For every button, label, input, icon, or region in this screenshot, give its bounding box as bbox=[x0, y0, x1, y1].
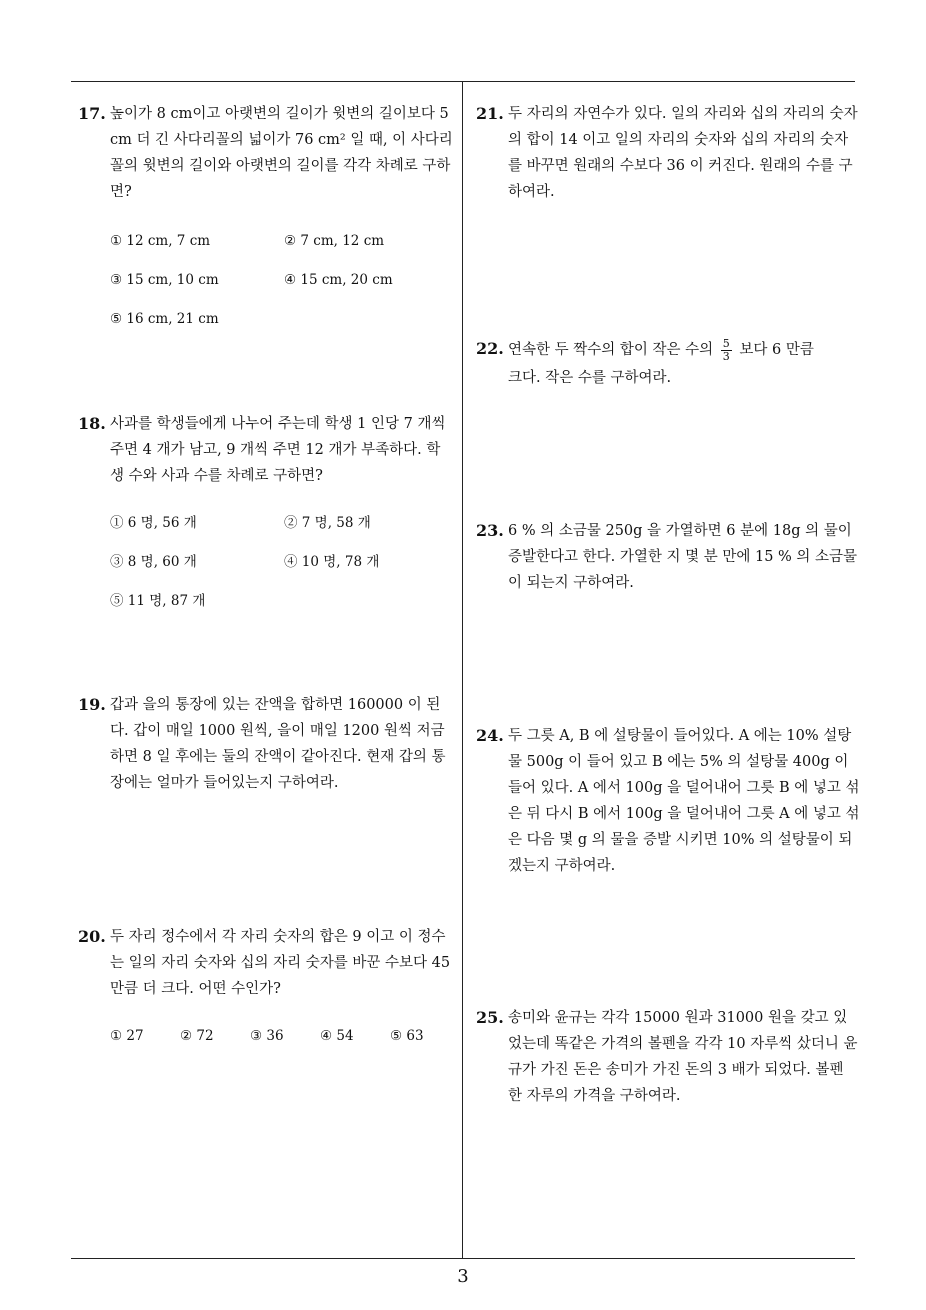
question-number: 21. bbox=[476, 104, 504, 123]
question-number: 20. bbox=[78, 927, 106, 946]
question-text: 송미와 윤규는 각각 15000 원과 31000 원을 갖고 있었는데 똑같은 가격의 볼펜을 각각 10 자루씩 샀더니 윤규가 가진 돈은 송미가 가진 돈의 3 배가 되었다. 볼펜 한 자루의 가격을 구하여라. bbox=[508, 1010, 858, 1104]
question-text: 6 % 의 소금물 250g 을 가열하면 6 분에 18g 의 물이 증발한다고 한다. 가열한 지 몇 분 만에 15 % 의 소금물이 되는지 구하여라. bbox=[508, 523, 858, 591]
question-number: 22. bbox=[476, 339, 504, 358]
question-number: 25. bbox=[476, 1008, 504, 1027]
option-1[interactable]: ① 12 cm, 7 cm bbox=[110, 233, 211, 249]
option-4[interactable]: ④ 10 명, 78 개 bbox=[284, 554, 380, 570]
option-2[interactable]: ② 7 cm, 12 cm bbox=[284, 233, 385, 249]
option-5[interactable]: ⑤ 16 cm, 21 cm bbox=[110, 311, 219, 327]
top-rule bbox=[71, 81, 855, 82]
question-text: 두 자리의 자연수가 있다. 일의 자리와 십의 자리의 숫자의 합이 14 이고 일의 자리의 숫자와 십의 자리의 숫자를 바꾸면 원래의 수보다 36 이 커진다. 원래의 수를 구하여라. bbox=[508, 106, 858, 200]
fraction bbox=[721, 338, 732, 363]
option-1[interactable]: ① 6 명, 56 개 bbox=[110, 515, 197, 531]
option-3[interactable]: ③ 8 명, 60 개 bbox=[110, 554, 197, 570]
bottom-rule bbox=[71, 1258, 855, 1259]
question-number: 24. bbox=[476, 726, 504, 745]
question-number: 19. bbox=[78, 695, 106, 714]
fraction-denominator: 3 bbox=[722, 349, 730, 363]
question-text: 높이가 8 cm이고 아랫변의 길이가 윗변의 길이보다 5 cm 더 긴 사다리꼴의 넓이가 76 cm² 일 때, 이 사다리꼴의 윗변의 길이와 아랫변의 길이를 각각 차례로 구하면? bbox=[110, 106, 453, 200]
option-5[interactable]: ⑤ 11 명, 87 개 bbox=[110, 593, 206, 609]
option-1[interactable]: ① 27 bbox=[110, 1028, 144, 1044]
question-text: 두 자리 정수에서 각 자리 숫자의 합은 9 이고 이 정수는 일의 자리 숫자와 십의 자리 숫자를 바꾼 수보다 45 만큼 더 크다. 어떤 수인가? bbox=[110, 929, 451, 997]
question-23 bbox=[476, 518, 861, 596]
question-number: 23. bbox=[476, 521, 504, 540]
question-text: 연속한 두 짝수의 합이 작은 수의 bbox=[508, 342, 714, 358]
question-text: 보다 6 만큼 bbox=[739, 342, 814, 358]
question-text-line2: 크다. 작은 수를 구하여라. bbox=[508, 370, 672, 386]
option-2[interactable]: ② 7 명, 58 개 bbox=[284, 515, 371, 531]
question-number: 18. bbox=[78, 414, 106, 433]
question-text: 갑과 을의 통장에 있는 잔액을 합하면 160000 이 된다. 갑이 매일 1000 원씩, 을이 매일 1200 원씩 저금하면 8 일 후에는 둘의 잔액이 같아진다. 현재 갑의 통장에는 얼마가 들어있는지 구하여라. bbox=[110, 697, 446, 791]
option-5[interactable]: ⑤ 63 bbox=[390, 1028, 424, 1044]
question-17 bbox=[78, 101, 453, 205]
question-20 bbox=[78, 924, 453, 1002]
page-number: 3 bbox=[457, 1266, 469, 1287]
option-2[interactable]: ② 72 bbox=[180, 1028, 214, 1044]
fraction-numerator: 5 bbox=[722, 336, 730, 350]
question-19 bbox=[78, 692, 453, 796]
option-3[interactable]: ③ 36 bbox=[250, 1028, 284, 1044]
question-21 bbox=[476, 101, 861, 205]
question-number: 17. bbox=[78, 104, 106, 123]
question-25 bbox=[476, 1005, 861, 1109]
question-18 bbox=[78, 411, 453, 489]
question-24 bbox=[476, 723, 861, 879]
option-3[interactable]: ③ 15 cm, 10 cm bbox=[110, 272, 219, 288]
column-divider bbox=[462, 82, 463, 1258]
question-22 bbox=[476, 336, 861, 392]
option-4[interactable]: ④ 15 cm, 20 cm bbox=[284, 272, 393, 288]
question-text: 두 그릇 A, B 에 설탕물이 들어있다. A 에는 10% 설탕물 500g 이 들어 있고 B 에는 5% 의 설탕물 400g 이 들어 있다. A 에서 100g 을 덜어내어 그릇 B 에 넣고 섞은 뒤 다시 B 에서 100g 을 덜어내어 그릇 A 에 넣고 섞은 다음 몇 g 의 물을 증발 시키면 10% 의 설탕물이 되겠는지 구하여라. bbox=[508, 728, 860, 874]
option-4[interactable]: ④ 54 bbox=[320, 1028, 354, 1044]
question-text: 사과를 학생들에게 나누어 주는데 학생 1 인당 7 개씩 주면 4 개가 남고, 9 개씩 주면 12 개가 부족하다. 학생 수와 사과 수를 차례로 구하면? bbox=[110, 416, 446, 484]
